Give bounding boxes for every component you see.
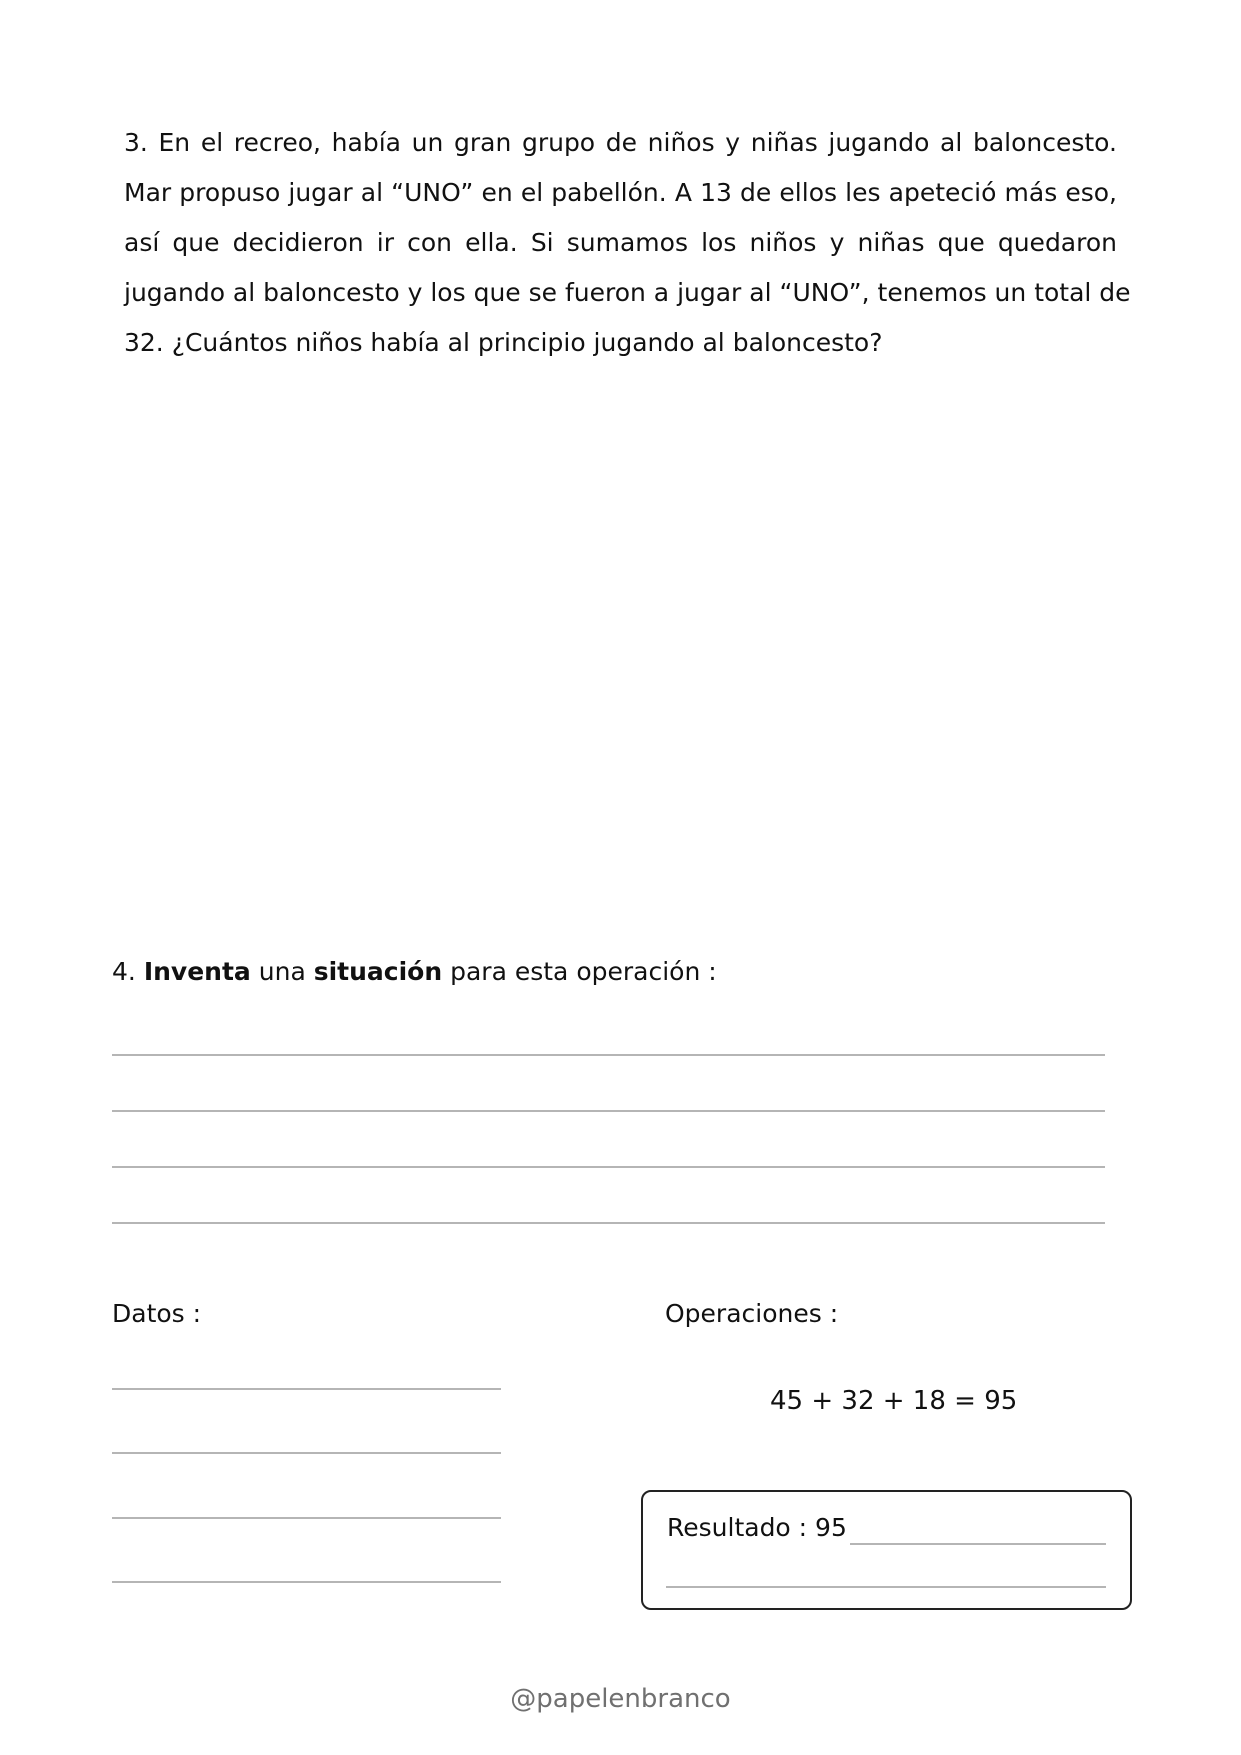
- problem-3-line: 32. ¿Cuántos niños había al principio jugando al baloncesto?: [124, 328, 883, 357]
- operation-expression: 45 + 32 + 18 = 95: [770, 1386, 1018, 1416]
- datos-line[interactable]: [112, 1517, 501, 1519]
- result-label: Resultado : 95: [667, 1513, 847, 1542]
- problem-3-statement: [124, 118, 1131, 368]
- problem-3-line: así que decidieron ir con ella. Si sumamos los niños y niñas que quedaron: [124, 228, 1117, 257]
- writing-line[interactable]: [112, 1222, 1105, 1224]
- datos-line[interactable]: [112, 1388, 501, 1390]
- datos-line[interactable]: [112, 1581, 501, 1583]
- result-box: [641, 1490, 1132, 1610]
- problem-3-line: Mar propuso jugar al “UNO” en el pabellón. A 13 de ellos les apeteció más eso,: [124, 178, 1117, 207]
- problem-4-word: una: [258, 957, 306, 986]
- result-line[interactable]: [850, 1543, 1106, 1545]
- problem-4-keyword-inventa: Inventa: [143, 957, 251, 986]
- datos-line[interactable]: [112, 1452, 501, 1454]
- writing-line[interactable]: [112, 1110, 1105, 1112]
- result-line[interactable]: [666, 1586, 1106, 1588]
- footer-handle: @papelenbranco: [510, 1684, 731, 1714]
- operaciones-label: Operaciones :: [665, 1299, 839, 1328]
- datos-label: Datos :: [112, 1299, 202, 1328]
- problem-4-rest: para esta operación :: [450, 957, 717, 986]
- problem-3-line: jugando al baloncesto y los que se fueron a jugar al “UNO”, tenemos un total de: [124, 278, 1131, 307]
- writing-line[interactable]: [112, 1054, 1105, 1056]
- problem-4-statement: [112, 956, 717, 988]
- problem-4-number: 4.: [112, 957, 136, 986]
- problem-4-keyword-situacion: situación: [313, 957, 443, 986]
- writing-line[interactable]: [112, 1166, 1105, 1168]
- problem-3-line: 3. En el recreo, había un gran grupo de niños y niñas jugando al baloncesto.: [124, 128, 1117, 157]
